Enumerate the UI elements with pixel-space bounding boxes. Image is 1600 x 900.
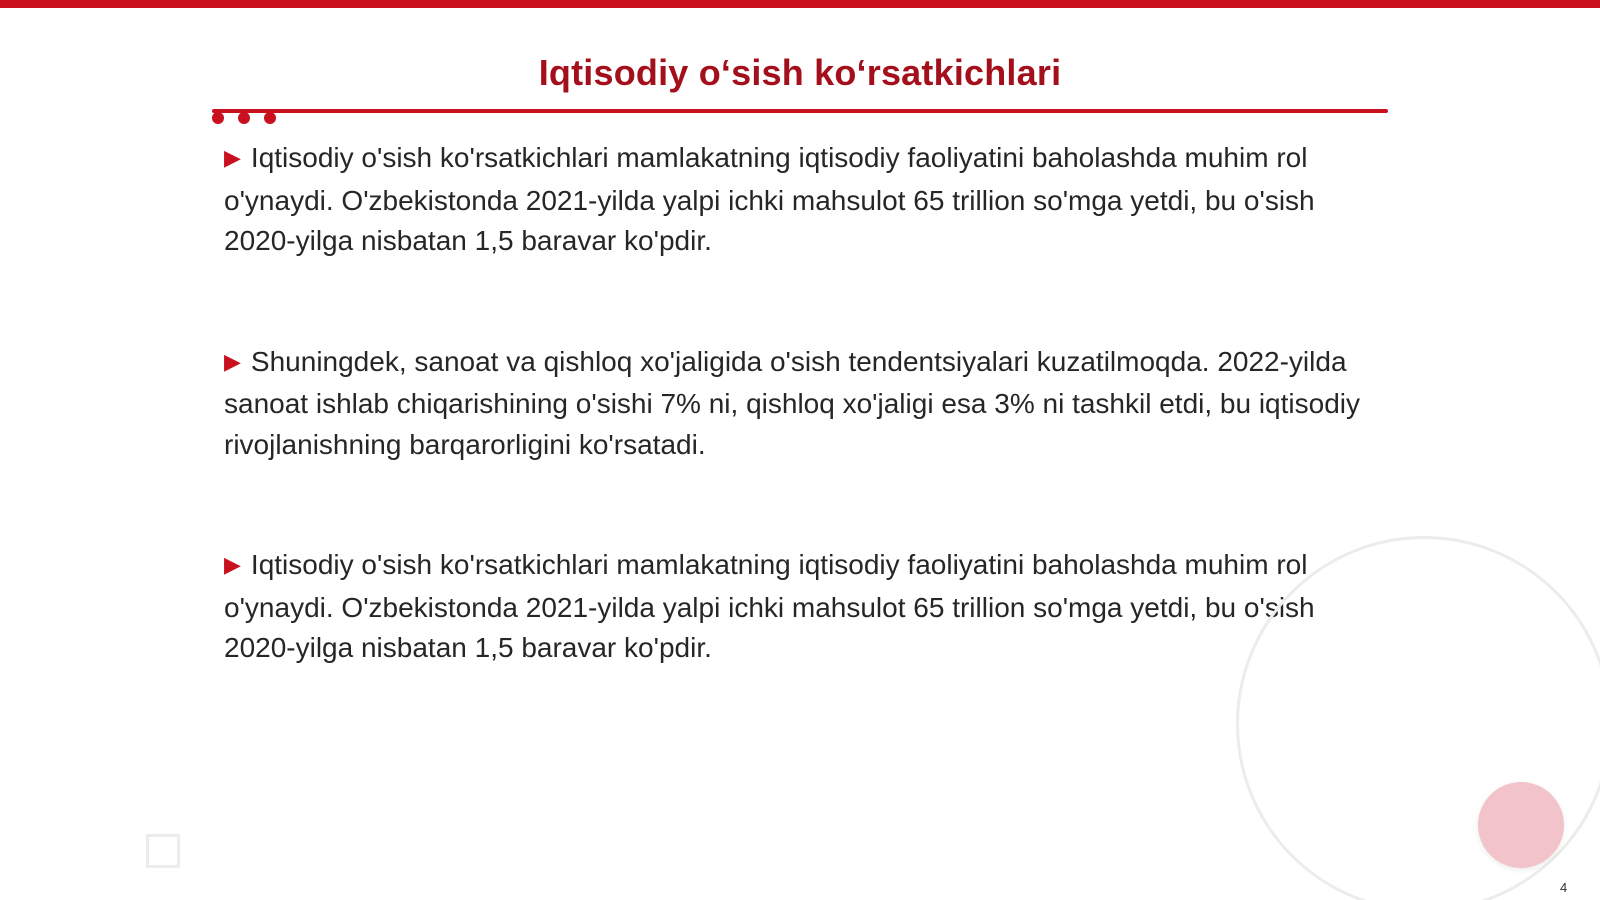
- bullet-text: Shuningdek, sanoat va qishloq xo'jaligida o'sish tendentsiyalari kuzatilmoqda. 2022-yilda sanoat ishlab chiqarishining o'sishi 7% ni, qishloq xo'jaligi esa 3% ni tashkil etdi, bu iqtisodiy rivojlanishning barqarorligini ko'rsatadi.: [224, 345, 1360, 460]
- bullet-item: [224, 342, 1384, 466]
- slide-title: Iqtisodiy o‘sish ko‘rsatkichlari: [538, 52, 1062, 93]
- triangle-right-icon: ▶: [224, 552, 241, 577]
- triangle-right-icon: ▶: [224, 348, 241, 374]
- bullet-item: [224, 138, 1384, 262]
- decor-dot: [264, 112, 276, 124]
- decor-square: [146, 834, 180, 868]
- bullet-text: Iqtisodiy o'sish ko'rsatkichlari mamlakatning iqtisodiy faoliyatini baholashda muhim rol o'ynaydi. O'zbekistonda 2021-yilda yalpi ichki mahsulot 65 trillion so'mga yetdi, bu o'sish 2020-yilga nisbatan 1,5 baravar ko'pdir.: [224, 142, 1315, 256]
- decor-dot: [238, 112, 250, 124]
- bullet-item: [224, 545, 1384, 669]
- bullet-text: Iqtisodiy o'sish ko'rsatkichlari mamlakatning iqtisodiy faoliyatini baholashda muhim rol o'ynaydi. O'zbekistonda 2021-yilda yalpi ichki mahsulot 65 trillion so'mga yetdi, bu o'sish 2020-yilga nisbatan 1,5 baravar ko'pdir.: [224, 549, 1315, 663]
- page-number: 4: [1560, 880, 1568, 895]
- triangle-right-icon: ▶: [224, 145, 241, 170]
- title-underline: [212, 109, 1388, 113]
- decor-pink-circle: [1478, 782, 1564, 868]
- top-accent-bar: [0, 0, 1600, 8]
- bullet-list: [224, 138, 1384, 749]
- decor-dot: [212, 112, 224, 124]
